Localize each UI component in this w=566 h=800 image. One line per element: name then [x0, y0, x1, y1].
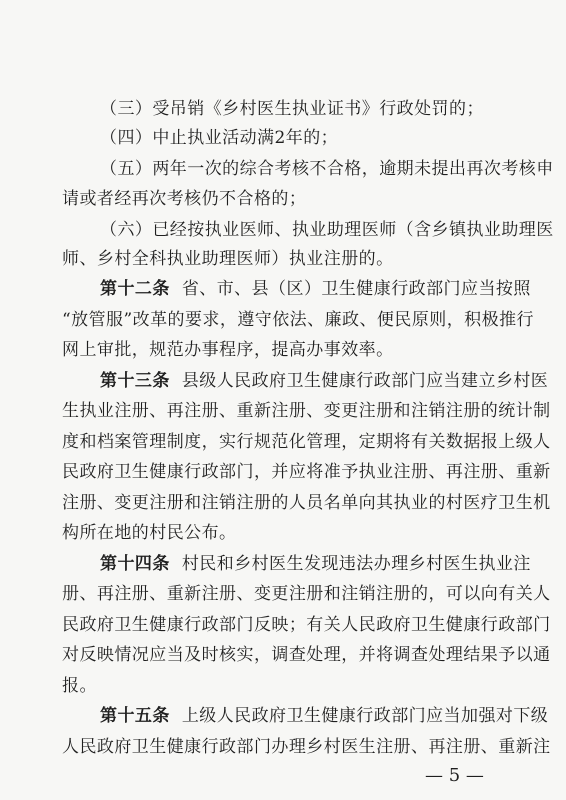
article-12-line-2: “放管服”改革的要求，遵守依法、廉政、便民原则，积极推行 — [62, 310, 534, 330]
article-12-line-1: 第十二条 省、市、县（区）卫生健康行政部门应当按照 — [100, 279, 531, 299]
article-15-heading: 第十五条 — [100, 706, 170, 726]
article-14-line-2: 册、再注册、重新注册、变更注册和注销注册的，可以向有关人 — [62, 584, 551, 604]
article-13-line-6: 构所在地的村民公布。 — [62, 523, 237, 543]
article-13-line-4: 民政府卫生健康行政部门，并应将准予执业注册、再注册、重新 — [62, 462, 551, 482]
article-14-line-1: 第十四条 村民和乡村医生发现违法办理乡村医生执业注 — [100, 554, 531, 574]
page-number: — 5 — — [425, 765, 484, 786]
article-13-line-1: 第十三条 县级人民政府卫生健康行政部门应当建立乡村医 — [100, 371, 549, 391]
article-14-line-4: 对反映情况应当及时核实，调查处理，并将调查处理结果予以通 — [62, 645, 551, 665]
item-5-line-1: （五）两年一次的综合考核不合格，逾期未提出再次考核申 — [100, 159, 554, 179]
item-3: （三）受吊销《乡村医生执业证书》行政处罚的； — [100, 99, 484, 119]
article-14-heading: 第十四条 — [100, 554, 170, 574]
article-13-line-2: 生执业注册、再注册、重新注册、变更注册和注销注册的统计制 — [62, 401, 551, 421]
article-13-heading: 第十三条 — [100, 371, 170, 391]
article-12-heading: 第十二条 — [100, 279, 170, 299]
article-14-line-3: 民政府卫生健康行政部门反映；有关人民政府卫生健康行政部门 — [62, 615, 551, 635]
article-13-line-3: 度和档案管理制度，实行规范化管理，定期将有关数据报上级人 — [62, 432, 551, 452]
item-4: （四）中止执业活动满2年的； — [100, 128, 339, 148]
item-5-line-2: 请或者经再次考核仍不合格的； — [62, 189, 307, 209]
item-6-line-1: （六）已经按执业医师、执业助理医师（含乡镇执业助理医 — [100, 220, 554, 240]
article-15-line-1: 第十五条 上级人民政府卫生健康行政部门应当加强对下级 — [100, 706, 549, 726]
article-15-line-2: 人民政府卫生健康行政部门办理乡村医生注册、再注册、重新注 — [62, 737, 551, 757]
article-14-line-5: 报。 — [62, 676, 97, 696]
item-6-line-2: 师、乡村全科执业助理医师）执业注册的。 — [62, 249, 394, 269]
article-13-line-5: 注册、变更注册和注销注册的人员名单向其执业的村医疗卫生机 — [62, 493, 551, 513]
article-12-line-3: 网上审批，规范办事程序，提高办事效率。 — [62, 340, 394, 360]
